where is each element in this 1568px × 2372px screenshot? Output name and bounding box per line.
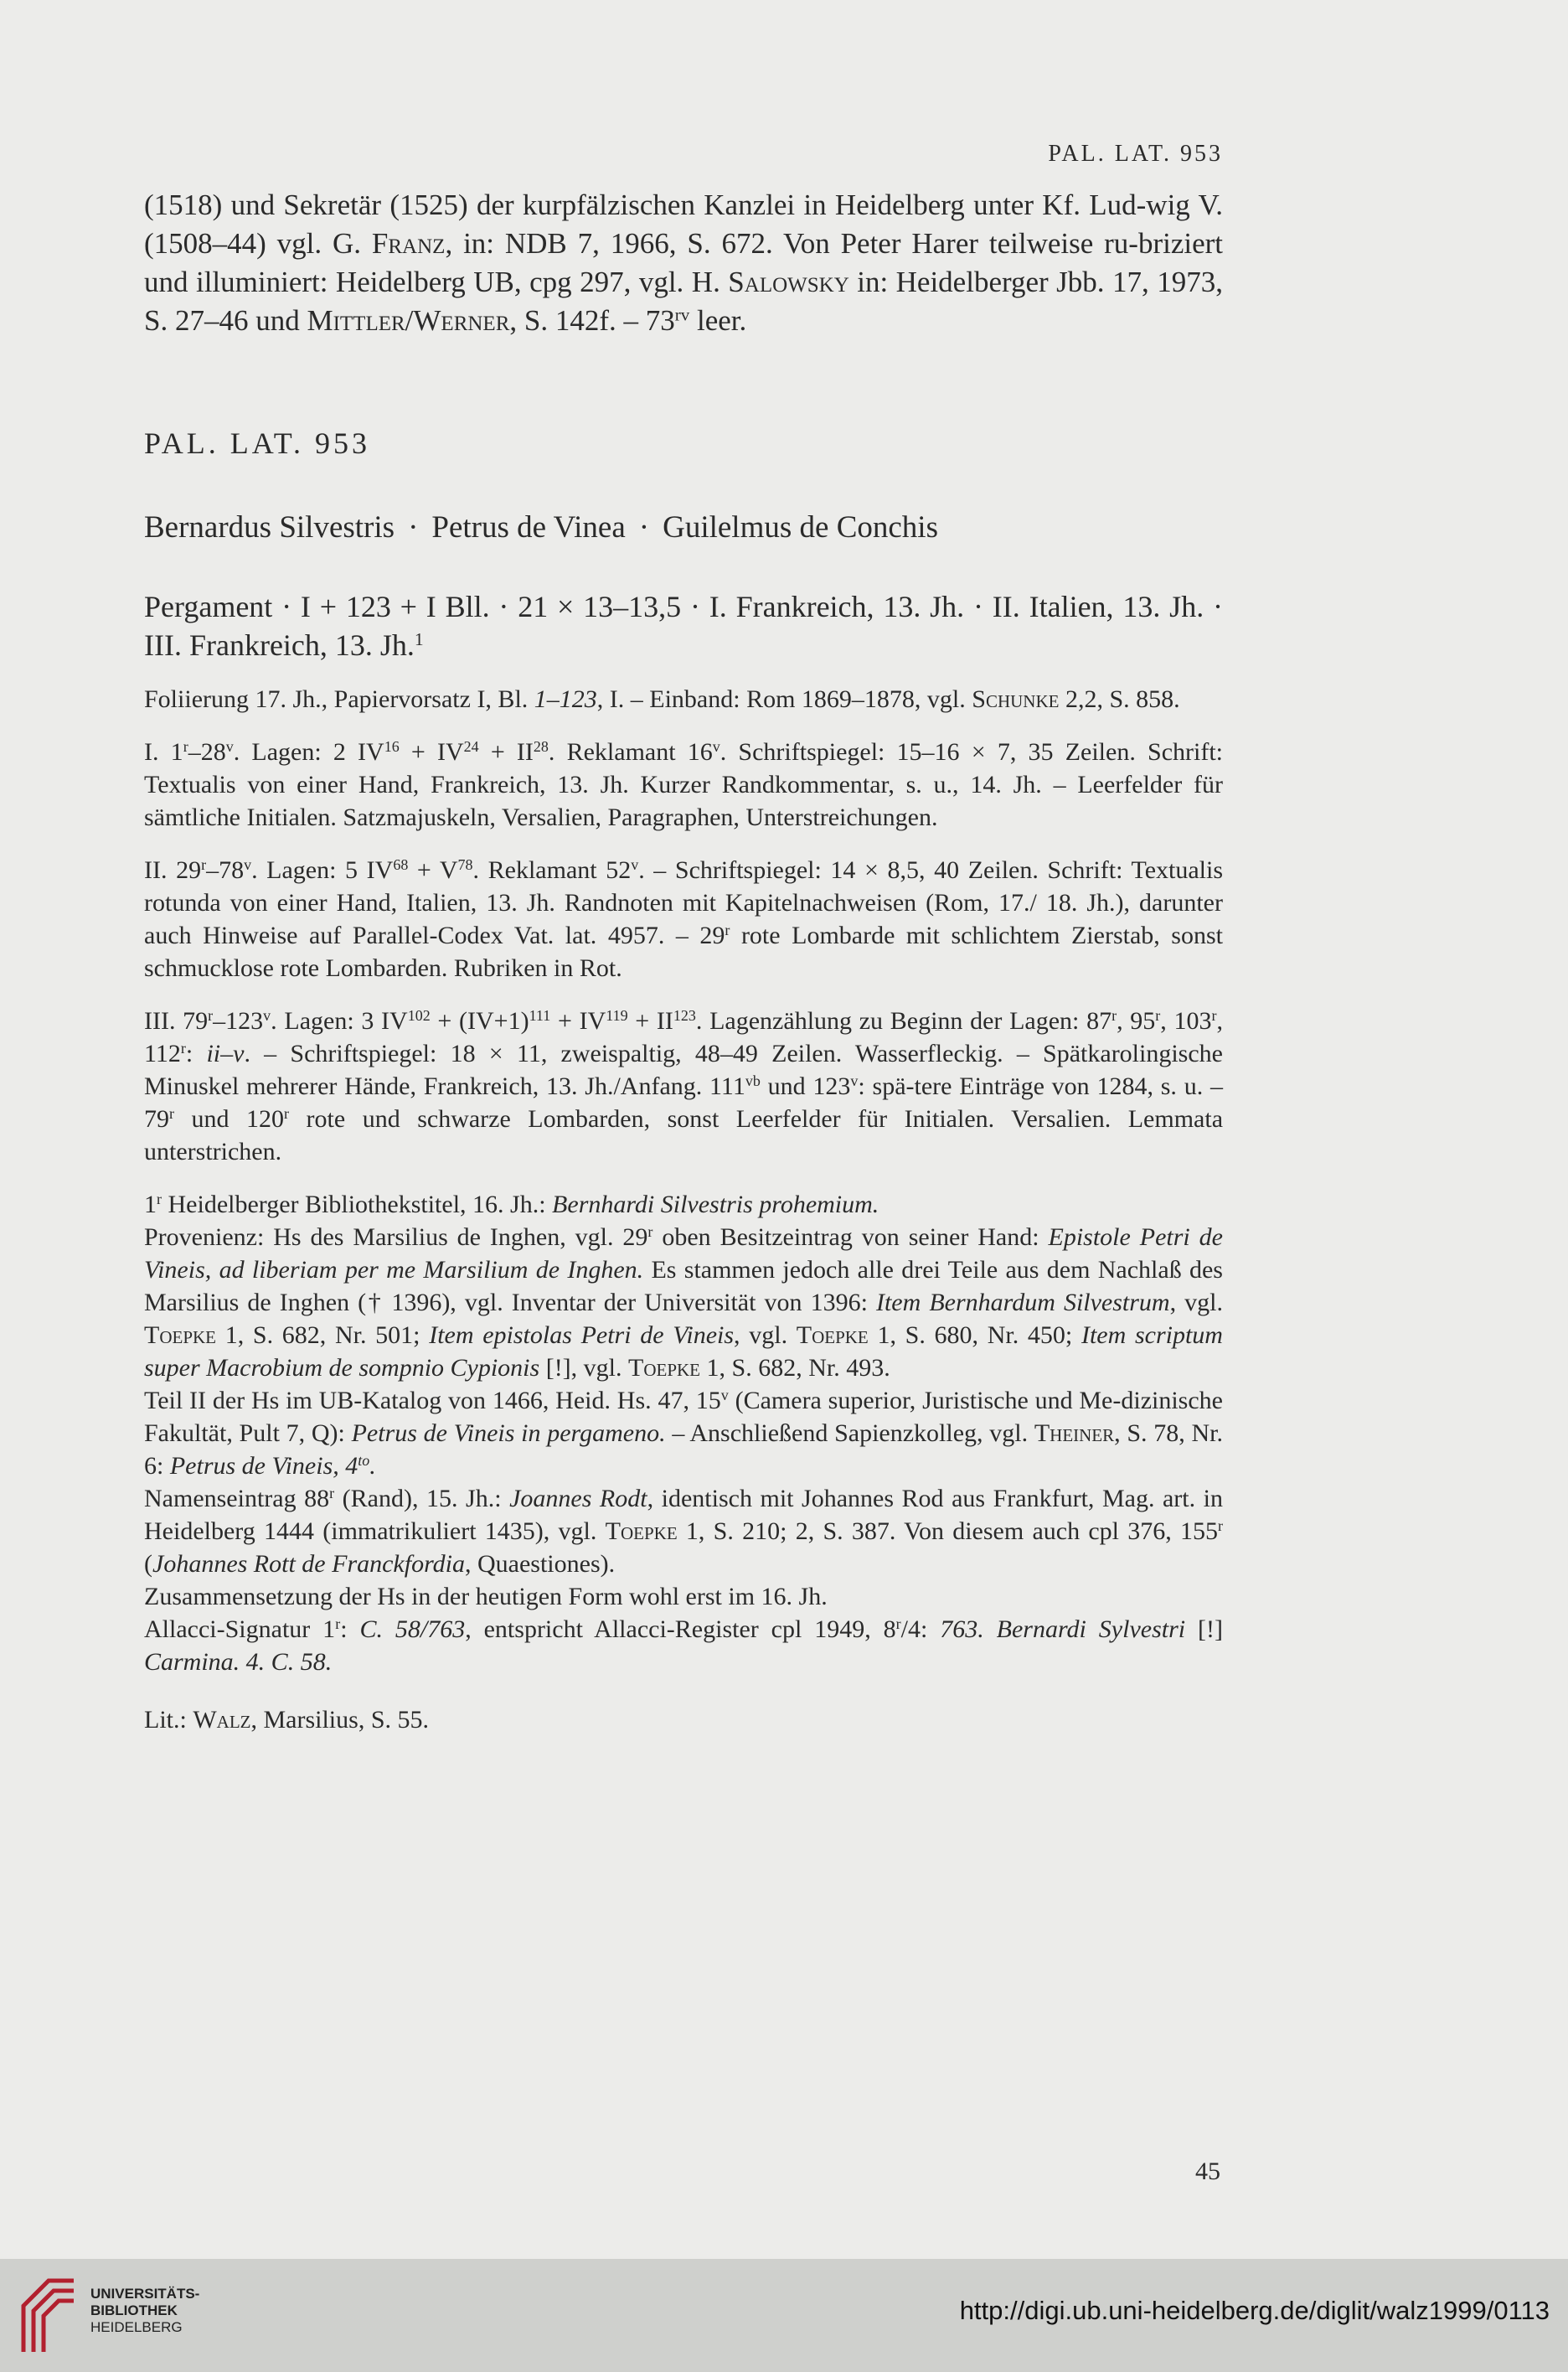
allacci-paragraph: Allacci-Signatur 1$^r$: C. 58/763, entspricht Allacci-Register cpl 1949, 8$^r$/4: 763. Bernardi Sylvestri [!] Carmina. 4. C. 58. <box>144 1615 1223 1676</box>
library-name-line-2: BIBLIOTHEK <box>90 2302 178 2318</box>
physical-description: Pergament · I + 123 + I Bll. · 21 × 13–13,5 · I. Frankreich, 13. Jh. · II. Italien, 13. Jh. · III. Frankreich, 13. Jh.$^1$ <box>144 590 1223 662</box>
history-section <box>144 1188 1223 1678</box>
provenance-paragraph: Provenienz: Hs des Marsilius de Inghen, vgl. 29$^r$ oben Besitzeintrag von seiner Hand: Epistole Petri de Vineis, ad liberiam per me Marsilium de Inghen. Es stammen jedoch alle drei Teile aus dem Nachlaß des Marsilius de Inghen († 1396), vgl. Inventar der Universität von 1396: Item Bernhardum Silvestrum, vgl. Toepke 1, S. 682, Nr. 501; Item epistolas Petri de Vineis, vgl. Toepke 1, S. 680, Nr. 450; Item scriptum super Macrobium de sompnio Cypionis [!], vgl. Toepke 1, S. 682, Nr. 493. <box>144 1223 1223 1382</box>
catalog-entry <box>144 186 1223 1736</box>
foliation-paragraph: Foliierung 17. Jh., Papiervorsatz I, Bl. 1–123, I. – Einband: Rom 1869–1878, vgl. Schunke 2,2, S. 858. <box>144 685 1180 713</box>
page-number: 45 <box>1195 2158 1220 2185</box>
author-3: Guilelmus de Conchis <box>663 510 938 545</box>
history-title-line: 1$^r$ Heidelberger Bibliothekstitel, 16. Jh.: Bernhardi Silvestris prohemium. <box>144 1191 879 1218</box>
separator: · <box>638 510 650 545</box>
shelfmark-heading: PAL. LAT. 953 <box>144 426 371 460</box>
literature-line: Lit.: Walz, Marsilius, S. 55. <box>144 1706 430 1734</box>
part-3-paragraph: III. 79$^r$–123$^v$. Lagen: 3 $IV^{102} + (IV+1)^{111} + IV^{119} + II^{123}$. Lagenzählung zu Beginn der Lagen: 87$^r$, 95$^r$, 103$^r$, 112$^r$: ii–v. – Schriftspiegel: 18 × 11, zweispaltig, 48–49 Zeilen. Wasserfleckig. – Spätkarolingische Minuskel mehrerer Hände, Frankreich, 13. Jh./Anfang. $111^{vb}$ und 123$^v$: spä-tere Einträge von 1284, s. u. – 79$^r$ und 120$^r$ rote und schwarze Lombarden, sonst Leerfelder für Initialen. Versalien. Lemmata unterstrichen. <box>144 1007 1224 1165</box>
part-2-paragraph: II. 29$^r$–78$^v$. Lagen: 5 $IV^{68} + V^{78}$. Reklamant 52$^v$. – Schriftspiegel: 14 × 8,5, 40 Zeilen. Schrift: Textualis rotunda von einer Hand, Italien, 13. Jh. Randnoten mit Kapitelnachweisen (Rom, 17./ 18. Jh.), darunter auch Hinweise auf Parallel-Codex Vat. lat. 4957. – 29$^r$ rote Lombarde mit schlichtem Zierstab, sonst schmucklose rote Lombarden. Rubriken in Rot. <box>144 856 1224 982</box>
separator: · <box>408 510 419 545</box>
permalink-url[interactable]: http://digi.ub.uni-heidelberg.de/diglit/walz1999/0113 <box>959 2296 1550 2325</box>
composition-line: Zusammensetzung der Hs in der heutigen Form wohl erst im 16. Jh. <box>144 1583 828 1610</box>
name-entry-paragraph: Namenseintrag 88$^r$ (Rand), 15. Jh.: Joannes Rodt, identisch mit Johannes Rod aus Frankfurt, Mag. art. in Heidelberg 1444 (immatrikuliert 1435), vgl. Toepke 1, S. 210; 2, S. 387. Von diesem auch cpl 376, 155$^r$ (Johannes Rott de Franckfordia, Quaestiones). <box>144 1485 1224 1578</box>
part-1-paragraph: I. 1$^r$–28$^v$. Lagen: 2 $IV^{16} + IV^{24} + II^{28}$. Reklamant 16$^v$. Schriftspiegel: 15–16 × 7, 35 Zeilen. Schrift: Textualis von einer Hand, Frankreich, 13. Jh. Kurzer Randkommentar, s. u., 14. Jh. – Leerfelder für sämtliche Initialen. Satzmajuskeln, Versalien, Paragraphen, Unterstreichungen. <box>144 738 1223 831</box>
authors-line <box>144 509 1223 545</box>
running-head: PAL. LAT. 953 <box>1048 141 1223 167</box>
library-logo-icon[interactable] <box>15 2272 82 2356</box>
library-name <box>90 2286 199 2336</box>
library-name-line-1: UNIVERSITÄTS- <box>90 2286 200 2302</box>
library-name-line-3: HEIDELBERG <box>90 2319 183 2335</box>
author-1: Bernardus Silvestris <box>144 510 395 545</box>
intro-paragraph: (1518) und Sekretär (1525) der kurpfälzischen Kanzlei in Heidelberg unter Kf. Lud-wig V. (1508–44) vgl. G. Franz, in: NDB 7, 1966, S. 672. Von Peter Harer teilweise ru-briziert und illuminiert: Heidelberg UB, cpg 297, vgl. H. Salowsky in: Heidelberger Jbb. 17, 1973, S. 27–46 und Mittler/Werner, S. 142f. – $73^{rv}$ leer. <box>144 189 1224 337</box>
author-2: Petrus de Vinea <box>431 510 626 545</box>
catalog-1466-paragraph: Teil II der Hs im UB-Katalog von 1466, Heid. Hs. 47, 15$^v$ (Camera superior, Juristische und Me-dizinische Fakultät, Pult 7, Q): Petrus de Vineis in pergameno. – Anschließend Sapienzkolleg, vgl. Theiner, S. 78, Nr. 6: Petrus de Vineis, $4^{to}$. <box>144 1387 1224 1480</box>
